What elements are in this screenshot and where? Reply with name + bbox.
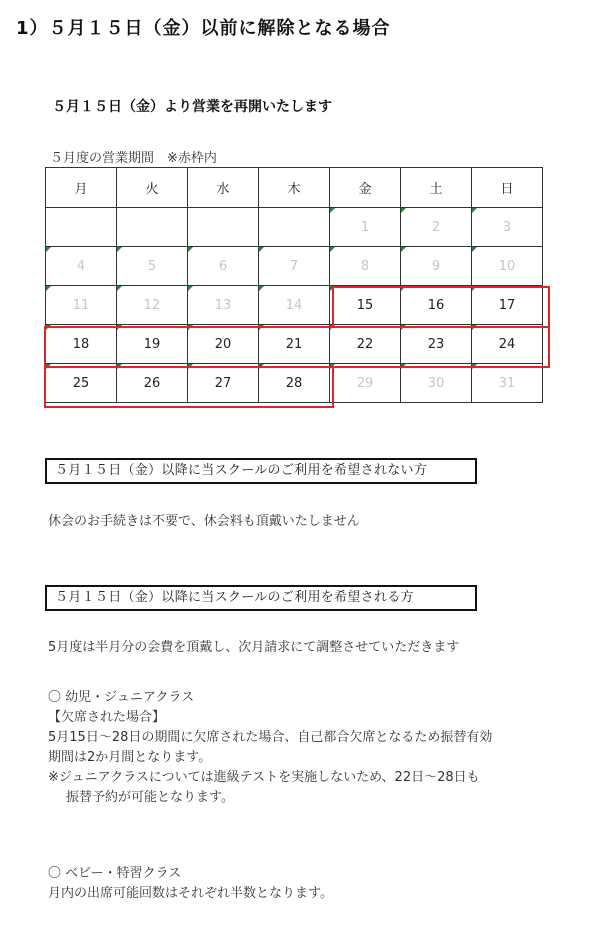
day-number: 13 bbox=[214, 297, 232, 313]
day-number: 22 bbox=[356, 336, 374, 352]
calendar-day bbox=[330, 208, 401, 247]
day-number: 10 bbox=[498, 258, 516, 274]
day-number: 6 bbox=[218, 258, 228, 274]
cell-marker bbox=[46, 286, 51, 291]
calendar-caption: ５月度の営業期間 ※赤枠内 bbox=[50, 151, 217, 166]
weekday-header: 水 bbox=[188, 168, 259, 208]
cell-marker bbox=[472, 325, 477, 330]
calendar-day bbox=[472, 325, 543, 364]
calendar-empty-cell bbox=[188, 208, 259, 247]
calendar-week-row bbox=[46, 364, 543, 403]
day-number: 25 bbox=[72, 375, 90, 391]
calendar-day bbox=[330, 325, 401, 364]
baby-class-text: 月内の出席可能回数はそれぞれ半数となります。 bbox=[48, 886, 333, 901]
cell-marker bbox=[401, 364, 406, 369]
calendar-week-row bbox=[46, 325, 543, 364]
day-number: 9 bbox=[431, 258, 441, 274]
calendar-day bbox=[46, 247, 117, 286]
day-number: 12 bbox=[143, 297, 161, 313]
calendar-day bbox=[401, 247, 472, 286]
baby-class-block bbox=[48, 865, 333, 903]
day-number: 3 bbox=[502, 219, 512, 235]
calendar-day bbox=[117, 247, 188, 286]
calendar-empty-cell bbox=[117, 208, 188, 247]
absence-line-1: 5月15日～28日の期間に欠席された場合、自己都合欠席となるため振替有効 bbox=[48, 730, 493, 745]
day-number: 4 bbox=[76, 258, 86, 274]
day-number: 27 bbox=[214, 375, 232, 391]
cell-marker bbox=[330, 325, 335, 330]
calendar-day bbox=[330, 247, 401, 286]
calendar-day bbox=[401, 325, 472, 364]
cell-marker bbox=[401, 208, 406, 213]
cell-marker bbox=[46, 247, 51, 252]
cell-marker bbox=[188, 286, 193, 291]
cell-marker bbox=[330, 208, 335, 213]
cell-marker bbox=[330, 247, 335, 252]
cell-marker bbox=[472, 208, 477, 213]
calendar-day bbox=[401, 364, 472, 403]
use-text: 5月度は半月分の会費を頂戴し、次月請求にて調整させていただきます bbox=[48, 640, 460, 655]
day-number: 21 bbox=[285, 336, 303, 352]
calendar-day bbox=[46, 286, 117, 325]
day-number: 28 bbox=[285, 375, 303, 391]
calendar-day bbox=[46, 325, 117, 364]
calendar-empty-cell bbox=[46, 208, 117, 247]
weekday-header-row bbox=[46, 168, 543, 208]
calendar-empty-cell bbox=[259, 208, 330, 247]
cell-marker bbox=[117, 364, 122, 369]
calendar-day bbox=[188, 325, 259, 364]
day-number: 26 bbox=[143, 375, 161, 391]
calendar-day bbox=[472, 208, 543, 247]
calendar-day bbox=[472, 286, 543, 325]
cell-marker bbox=[46, 364, 51, 369]
cell-marker bbox=[188, 325, 193, 330]
day-number: 7 bbox=[289, 258, 299, 274]
day-number: 20 bbox=[214, 336, 232, 352]
calendar-day bbox=[259, 247, 330, 286]
cell-marker bbox=[46, 325, 51, 330]
day-number: 14 bbox=[285, 297, 303, 313]
cell-marker bbox=[117, 286, 122, 291]
cell-marker bbox=[188, 364, 193, 369]
cell-marker bbox=[401, 247, 406, 252]
calendar-day bbox=[188, 364, 259, 403]
weekday-header: 金 bbox=[330, 168, 401, 208]
day-number: 15 bbox=[356, 297, 374, 313]
day-number: 19 bbox=[143, 336, 161, 352]
day-number: 30 bbox=[427, 375, 445, 391]
kids-class-block bbox=[48, 689, 492, 807]
day-number: 29 bbox=[356, 375, 374, 391]
baby-class-title: 〇 ベビー・特習クラス bbox=[48, 866, 182, 881]
cell-marker bbox=[117, 325, 122, 330]
no-use-text: 休会のお手続きは不要で、休会料も頂戴いたしません bbox=[48, 514, 360, 529]
calendar-day bbox=[401, 208, 472, 247]
day-number: 2 bbox=[431, 219, 441, 235]
may-calendar bbox=[45, 167, 543, 403]
weekday-header: 土 bbox=[401, 168, 472, 208]
absence-line-2: 期間は2か月間となります。 bbox=[48, 750, 212, 765]
day-number: 16 bbox=[427, 297, 445, 313]
page-heading: 1）５月１５日（金）以前に解除となる場合 bbox=[16, 18, 391, 39]
cell-marker bbox=[401, 286, 406, 291]
calendar-day bbox=[259, 286, 330, 325]
day-number: 31 bbox=[498, 375, 516, 391]
calendar-day bbox=[117, 325, 188, 364]
junior-note-2: 振替予約が可能となります。 bbox=[66, 790, 234, 805]
cell-marker bbox=[472, 286, 477, 291]
reopen-notice: ５月１５日（金）より営業を再開いたします bbox=[52, 99, 332, 115]
day-number: 23 bbox=[427, 336, 445, 352]
calendar-day bbox=[259, 364, 330, 403]
weekday-header: 日 bbox=[472, 168, 543, 208]
calendar-day bbox=[117, 364, 188, 403]
calendar-day bbox=[259, 325, 330, 364]
calendar-day bbox=[46, 364, 117, 403]
weekday-header: 火 bbox=[117, 168, 188, 208]
calendar-day bbox=[117, 286, 188, 325]
day-number: 1 bbox=[360, 219, 370, 235]
cell-marker bbox=[401, 325, 406, 330]
cell-marker bbox=[472, 364, 477, 369]
cell-marker bbox=[188, 247, 193, 252]
day-number: 24 bbox=[498, 336, 516, 352]
calendar-day bbox=[472, 364, 543, 403]
weekday-header: 月 bbox=[46, 168, 117, 208]
absence-label: 【欠席された場合】 bbox=[48, 710, 166, 725]
calendar-day bbox=[401, 286, 472, 325]
kids-class-title: 〇 幼児・ジュニアクラス bbox=[48, 690, 195, 705]
day-number: 5 bbox=[147, 258, 157, 274]
use-box: ５月１５日（金）以降に当スクールのご利用を希望される方 bbox=[45, 585, 477, 611]
no-use-box: ５月１５日（金）以降に当スクールのご利用を希望されない方 bbox=[45, 458, 477, 484]
cell-marker bbox=[117, 247, 122, 252]
calendar-day bbox=[188, 247, 259, 286]
cell-marker bbox=[472, 247, 477, 252]
calendar-day bbox=[472, 247, 543, 286]
day-number: 18 bbox=[72, 336, 90, 352]
calendar-week-row bbox=[46, 247, 543, 286]
calendar-day bbox=[330, 286, 401, 325]
day-number: 17 bbox=[498, 297, 516, 313]
calendar-week-row bbox=[46, 208, 543, 247]
junior-note-1: ※ジュニアクラスについては進級テストを実施しないため、22日～28日も bbox=[48, 770, 480, 785]
cell-marker bbox=[259, 247, 264, 252]
calendar-day bbox=[188, 286, 259, 325]
cell-marker bbox=[259, 325, 264, 330]
cell-marker bbox=[259, 364, 264, 369]
cell-marker bbox=[259, 286, 264, 291]
calendar-day bbox=[330, 364, 401, 403]
cell-marker bbox=[330, 364, 335, 369]
day-number: 8 bbox=[360, 258, 370, 274]
cell-marker bbox=[330, 286, 335, 291]
day-number: 11 bbox=[72, 297, 90, 313]
calendar-week-row bbox=[46, 286, 543, 325]
weekday-header: 木 bbox=[259, 168, 330, 208]
